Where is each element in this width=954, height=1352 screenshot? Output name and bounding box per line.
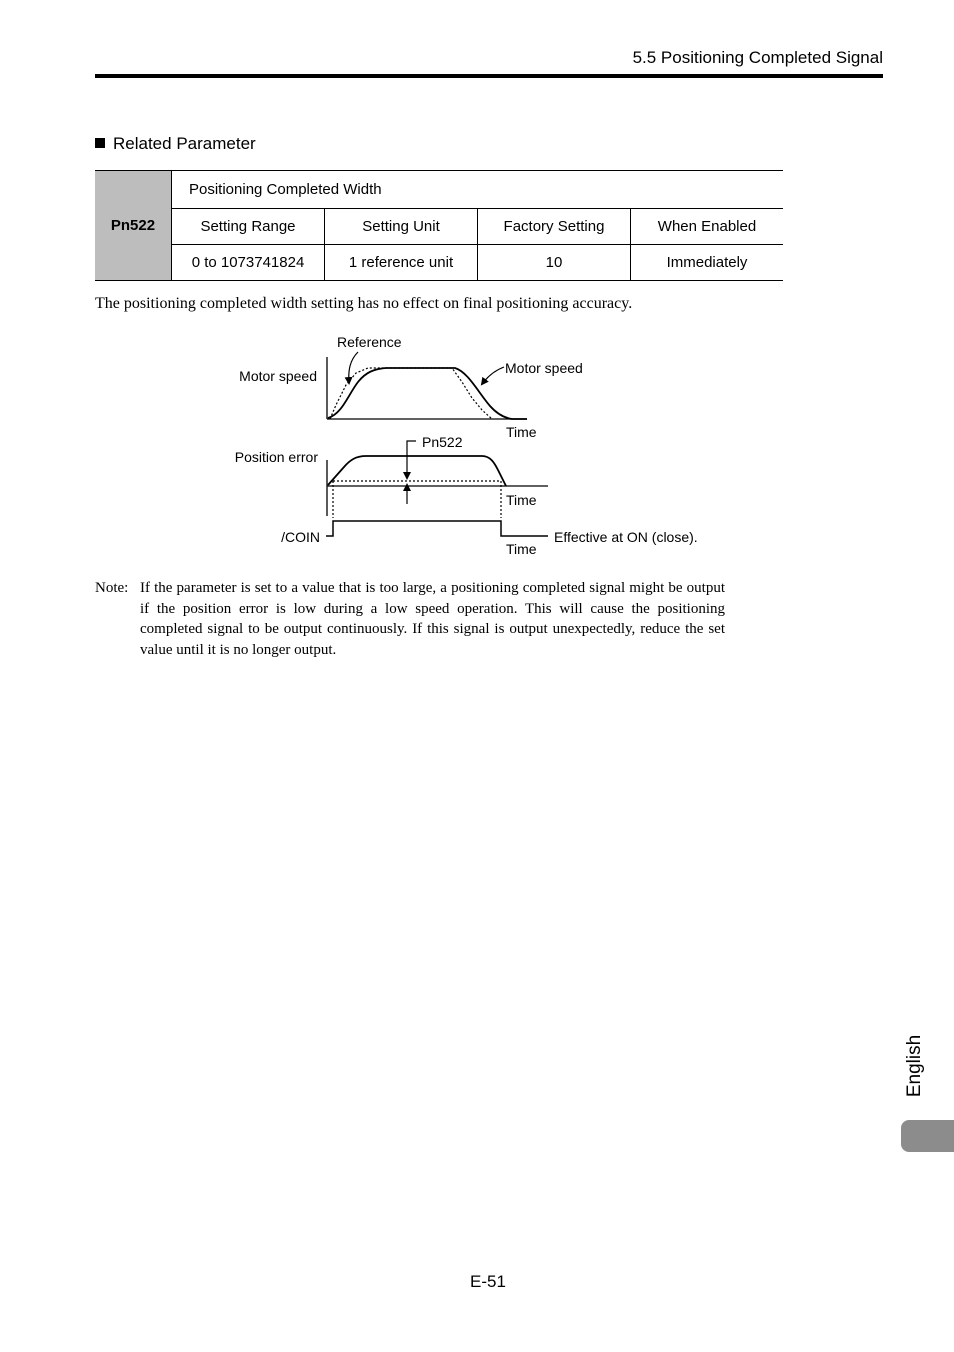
motor-speed-label-left: Motor speed [239,368,317,384]
table-cell: Immediately [631,245,784,281]
side-tab-label: English [904,1034,925,1098]
reference-curve [330,368,492,419]
table-cell: 1 reference unit [325,245,478,281]
body-paragraph: The positioning completed width setting has no effect on final positioning accuracy. [95,295,633,312]
column-header: Setting Unit [325,209,478,245]
motor-speed-label-right: Motor speed [505,360,583,376]
param-number-cell: Pn522 [95,171,172,281]
column-header: Factory Setting [478,209,631,245]
table-cell: 0 to 1073741824 [172,245,325,281]
page-number: E-51 [470,1272,506,1291]
timing-diagram [0,0,954,600]
section-heading-text: Related Parameter [113,134,256,153]
note-label: Note: [95,580,129,596]
note [95,578,735,660]
coin-signal [326,521,548,536]
time-label: Time [506,492,537,508]
motor-speed-arrow [482,367,504,384]
header-section-title: 5.5 Positioning Completed Signal [632,48,883,67]
reference-label: Reference [337,334,402,350]
coin-label: /COIN [281,529,320,545]
reference-arrow [349,352,358,383]
pn522-arrow-down [407,441,416,478]
position-error-label: Position error [234,449,318,465]
table-cell: 10 [478,245,631,281]
language-tab [901,1120,954,1152]
column-header: When Enabled [631,209,784,245]
effective-label: Effective at ON (close). [554,529,698,545]
time-label: Time [506,424,537,440]
pn522-label: Pn522 [422,434,463,450]
note-text: If the parameter is set to a value that is too large, a positioning completed signal might be output if the position error is low during a low speed operation. This will cause the positioning completed signal to be output continuously. If this signal is output unexpectedly, reduce the set value until it is no longer output. [140,580,725,658]
param-name-cell: Positioning Completed Width [172,171,784,209]
motor-speed-curve [328,368,527,419]
time-label: Time [506,541,537,557]
column-header: Setting Range [172,209,325,245]
